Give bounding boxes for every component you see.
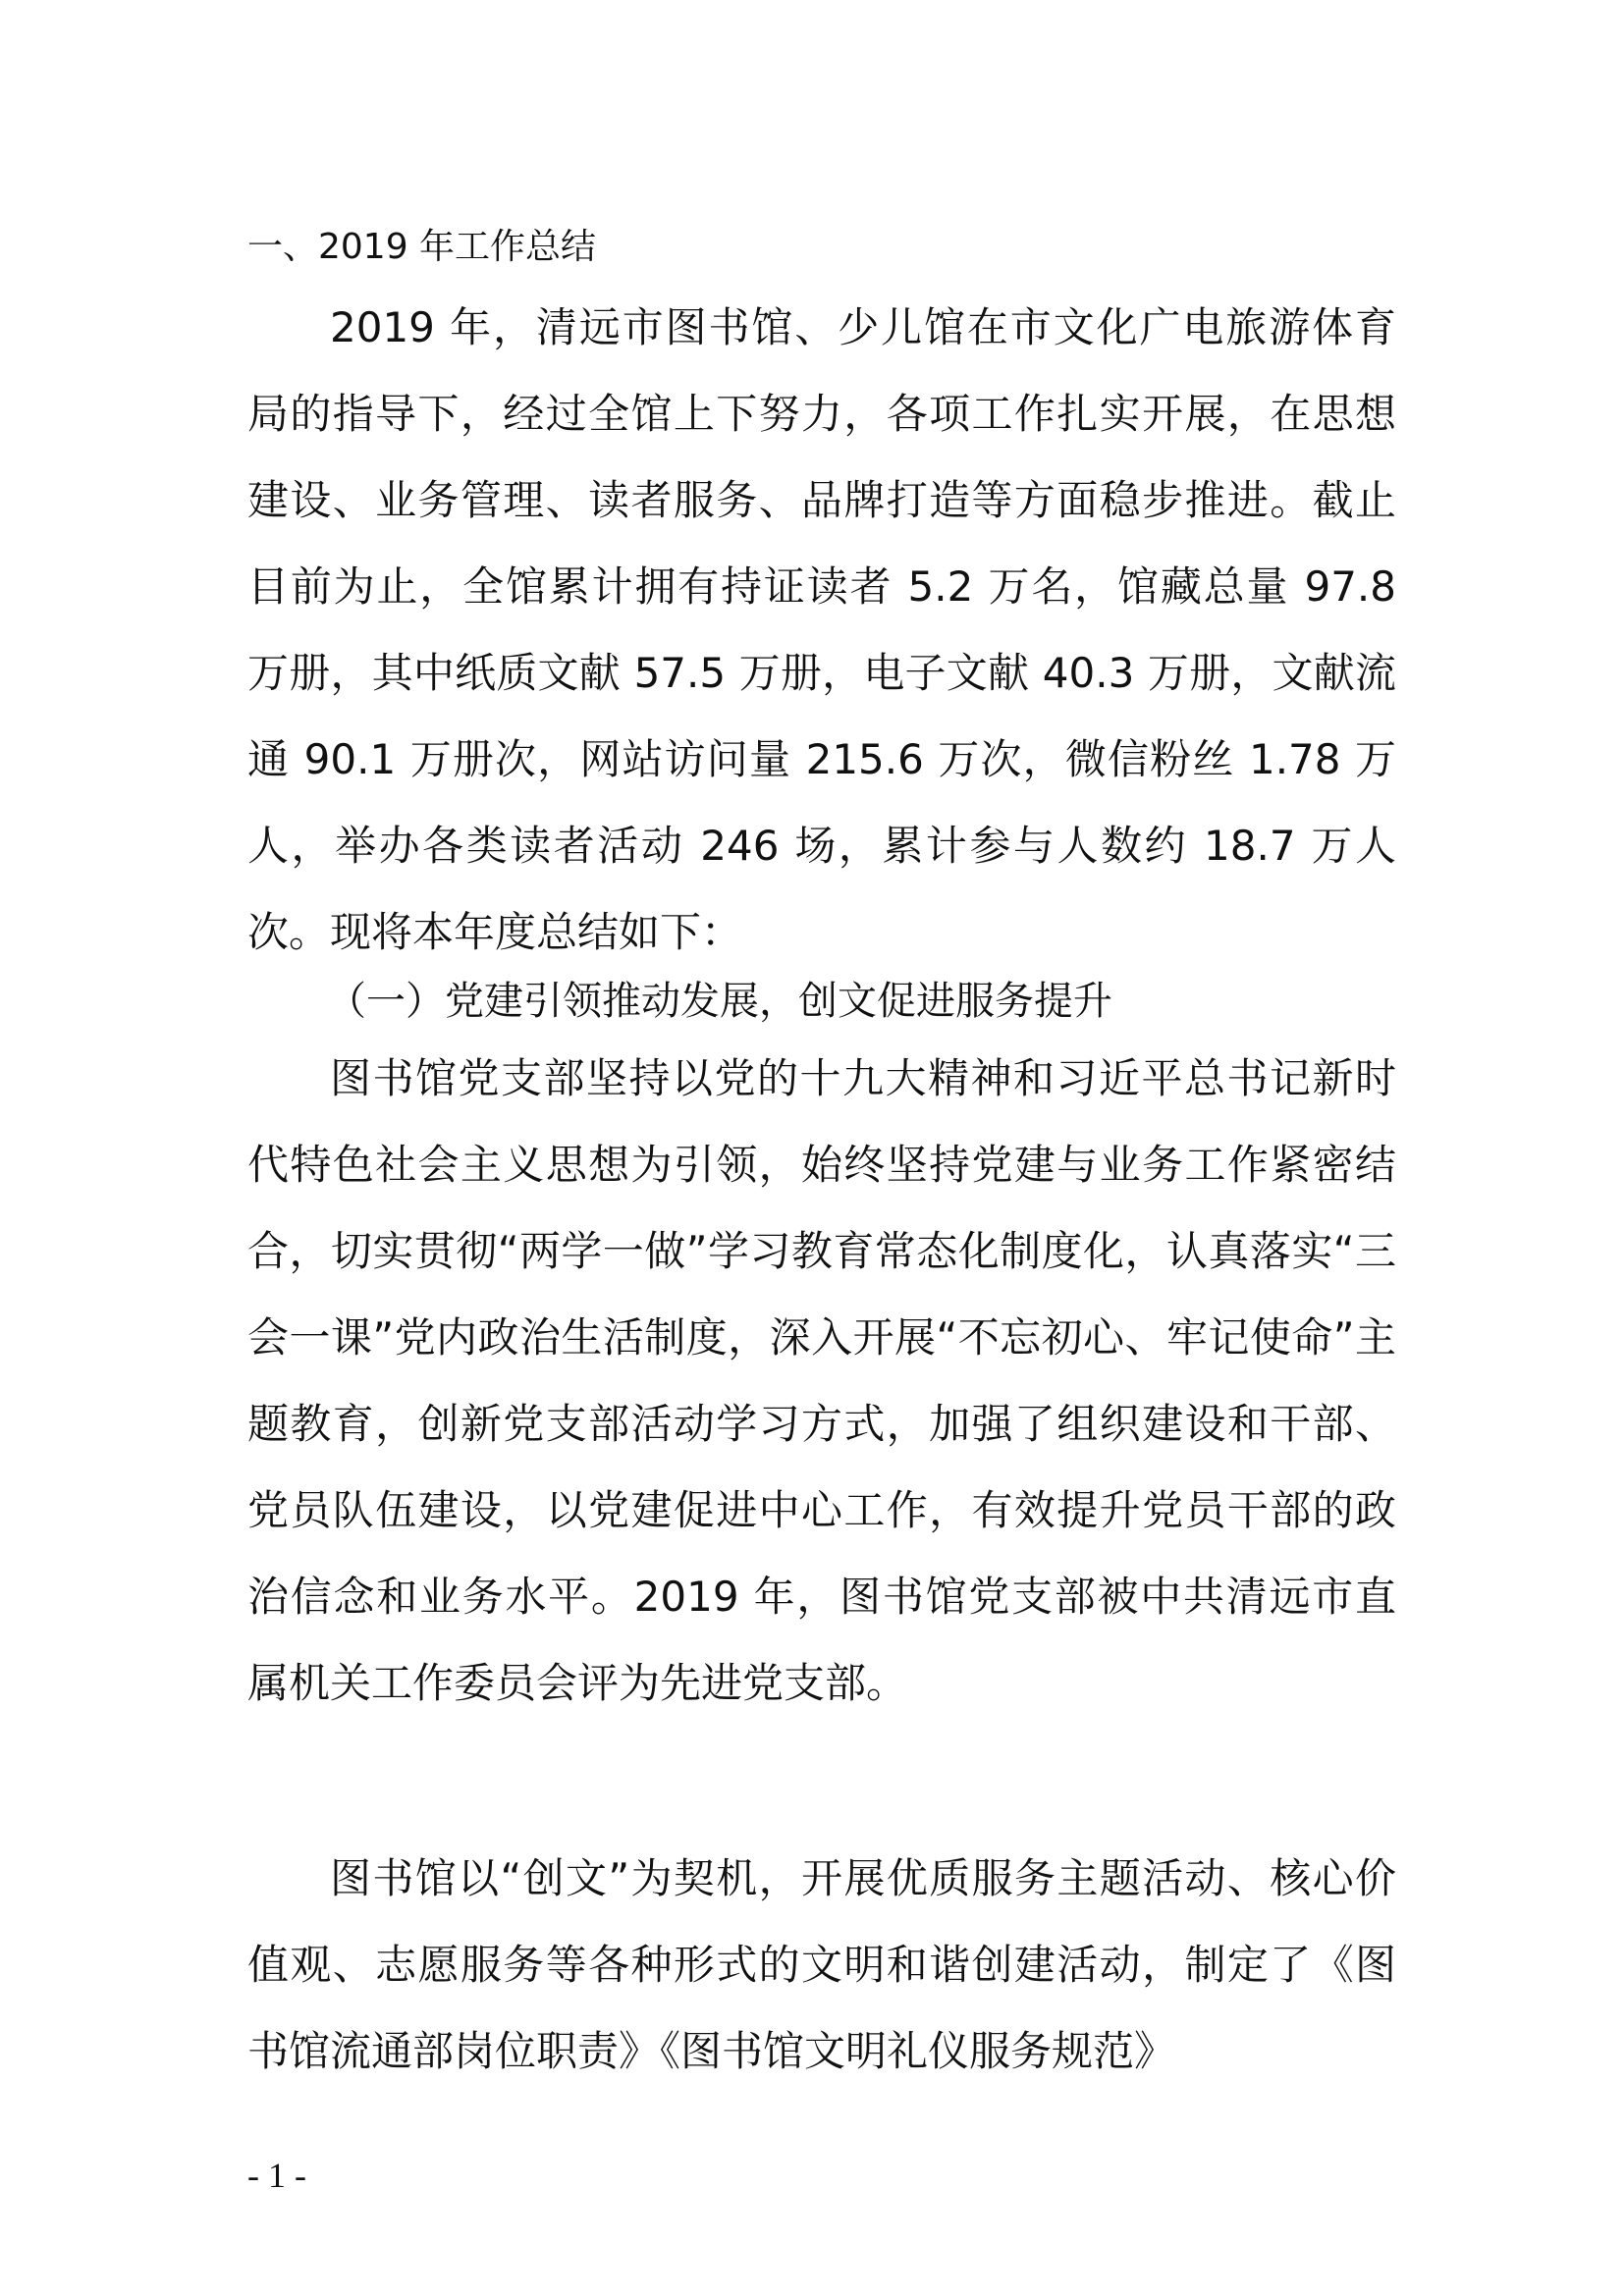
paragraph-civilization: 图书馆以“创文”为契机，开展优质服务主题活动、核心价值观、志愿服务等各种形式的文明和谐创建活动，制定了《图书馆流通部岗位职责》《图书馆文明礼仪服务规范》 xyxy=(247,1854,1396,2075)
paragraph-summary: 2019 年，清远市图书馆、少儿馆在市文化广电旅游体育局的指导下，经过全馆上下努力，各项工作扎实开展，在思想建设、业务管理、读者服务、品牌打造等方面稳步推进。截止目前为止，全馆累计拥有持证读者 5.2 万名，馆藏总量 97.8 万册，其中纸质文献 57.5 万册，电子文献 40.3 万册，文献流通 90.1 万册次，网站访问量 215.6 万次，微信粉丝 1.78 万人，举办各类读者活动 246 场，累计参与人数约 18.7 万人次。现将本年度总结如下： xyxy=(247,303,1396,956)
sub-heading: （一）党建引领推动发展，创文促进服务提升 xyxy=(327,979,1112,1024)
section-heading: 一、2019 年工作总结 xyxy=(247,227,597,267)
paragraph-party-building: 图书馆党支部坚持以党的十九大精神和习近平总书记新时代特色社会主义思想为引领，始终坚持党建与业务工作紧密结合，切实贯彻“两学一做”学习教育常态化制度化，认真落实“三会一课”党内政治生活制度，深入开展“不忘初心、牢记使命”主题教育，创新党支部活动学习方式，加强了组织建设和干部、党员队伍建设，以党建促进中心工作，有效提升党员干部的政治信念和业务水平。2019 年，图书馆党支部被中共清远市直属机关工作委员会评为先进党支部。 xyxy=(247,1054,1396,1707)
page-number: - 1 - xyxy=(247,2156,306,2195)
